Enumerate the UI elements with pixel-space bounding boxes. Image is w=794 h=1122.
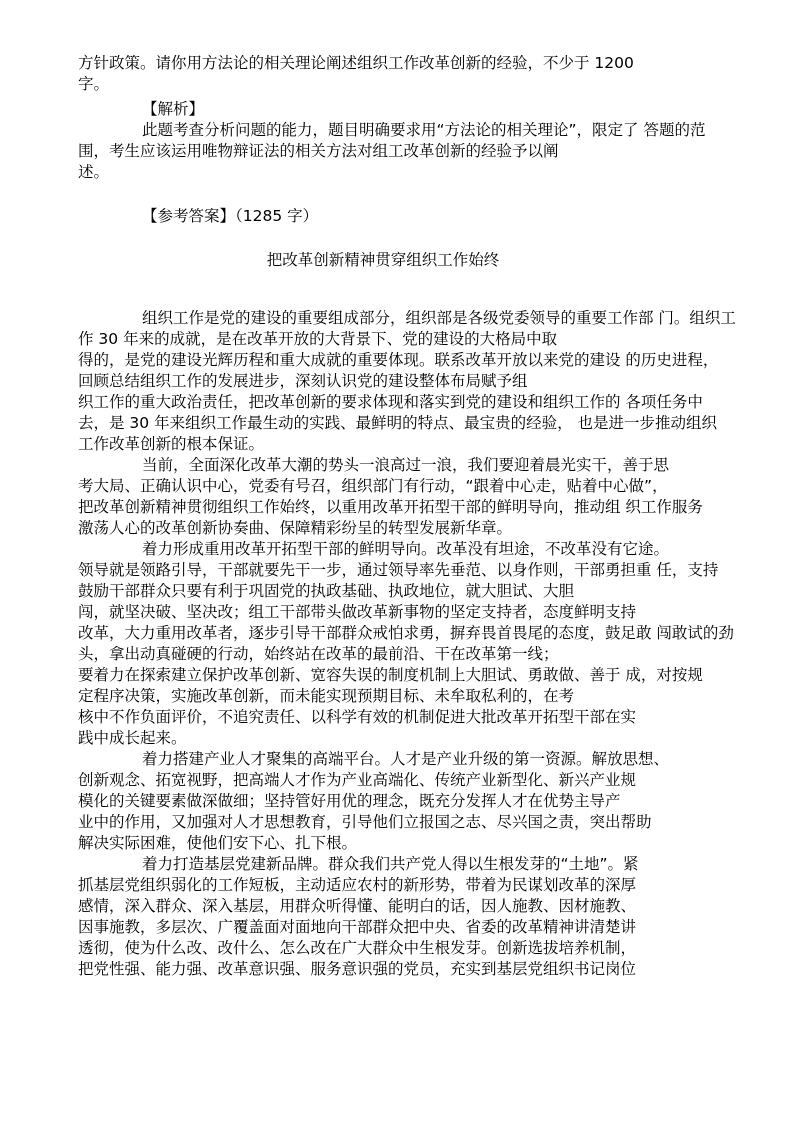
text-line: 方针政策。请你用方法论的相关理论阐述组织工作改革创新的经验，不少于 1200 xyxy=(78,54,634,72)
text-line: 当前，全面深化改革大潮的势头一浪高过一浪，我们要迎着晨光实干，善于思 xyxy=(142,456,670,474)
text-line: 把党性强、能力强、改革意识强、服务意识强的党员，充实到基层党组织书记岗位 xyxy=(78,960,637,978)
text-line: 述。 xyxy=(78,163,110,181)
text-line: 模化的关键要素做深做细；坚持管好用优的理念，既充分发挥人才在优势主导产 xyxy=(78,792,621,810)
essay-body xyxy=(78,308,736,980)
text-line: 组织工作是党的建设的重要组成部分，组织部是各级党委领导的重要工作部 门。组织工 xyxy=(142,309,736,327)
text-line: 感情，深入群众、深入基层，用群众听得懂、能明白的话，因人施教、因材施教、 xyxy=(78,897,637,915)
text-line: 闯，就坚决破、坚决改；组工干部带头做改革新事物的坚定支持者，态度鲜明支持 xyxy=(78,603,637,621)
text-line: 字。 xyxy=(78,75,110,93)
text-line: 考大局、正确认识中心，党委有号召，组织部门有行动，“跟着中心走，贴着中心做”， xyxy=(78,477,668,495)
text-line: 工作改革创新的根本保证。 xyxy=(78,435,265,453)
text-line: 核中不作负面评价，不追究责任、以科学有效的机制促进大批改革开拓型干部在实 xyxy=(78,708,637,726)
text-line: 践中成长起来。 xyxy=(78,729,187,747)
essay-paragraph xyxy=(78,539,734,749)
text-line: 因事施教，多层次、广覆盖面对面地向干部群众把中央、省委的改革精神讲清楚讲 xyxy=(78,918,637,936)
text-line: 解决实际困难，使他们安下心、扎下根。 xyxy=(78,834,358,852)
text-line: 业中的作用，又加强对人才思想教育，引导他们立报国之志、尽兴国之责，突出帮助 xyxy=(78,813,652,831)
text-line: 此题考查分析问题的能力，题目明确要求用“方法论的相关理论”，限定了 答题的范 xyxy=(142,121,706,139)
essay-paragraph xyxy=(78,854,720,980)
text-line: 回顾总结组织工作的发展进步，深刻认识党的建设整体布局赋予组 xyxy=(78,372,528,390)
text-line: 要着力在探索建立保护改革创新、宽容失误的制度机制上大胆试、勇敢做、善于 成，对按规 xyxy=(78,666,703,684)
text-line: 着力打造基层党建新品牌。群众我们共产党人得以生根发芽的“土地”。紧 xyxy=(142,855,639,873)
analysis-paragraph xyxy=(78,120,720,183)
text-line: 着力形成重用改革开拓型干部的鲜明导向。改革没有坦途，不改革没有它途。 xyxy=(142,540,670,558)
text-line: 创新观念、拓宽视野，把高端人才作为产业高端化、传统产业新型化、新兴产业规 xyxy=(78,771,637,789)
answer-heading: 【参考答案】（1285 字） xyxy=(142,207,319,225)
text-line: 围，考生应该运用唯物辩证法的相关方法对组工改革创新的经验予以阐 xyxy=(78,142,559,160)
essay-title: 把改革创新精神贯穿组织工作始终 xyxy=(266,251,500,269)
text-line: 抓基层党组织弱化的工作短板，主动适应农村的新形势，带着为民谋划改革的深厚 xyxy=(78,876,637,894)
text-line: 领导就是领路引导，干部就要先干一步，通过领导率先垂范、以身作则，干部勇担重 任，支持 xyxy=(78,561,719,579)
essay-paragraph xyxy=(78,308,736,455)
essay-paragraph xyxy=(78,455,720,539)
text-line: 定程序决策，实施改革创新，而未能实现预期目标、未牟取私利的，在考 xyxy=(78,687,575,705)
text-line: 去，是 30 年来组织工作最生动的实践、最鲜明的特点、最宝贵的经验， 也是进一步推动组织 xyxy=(78,414,718,432)
intro-paragraph xyxy=(78,53,720,95)
analysis-heading: 【解析】 xyxy=(142,100,205,118)
text-line: 头，拿出动真碰硬的行动，始终站在改革的最前沿、干在改革第一线； xyxy=(78,645,559,663)
text-line: 着力搭建产业人才聚集的高端平台。人才是产业升级的第一资源。解放思想、 xyxy=(142,750,670,768)
essay-paragraph xyxy=(78,749,720,854)
text-line: 织工作的重大政治责任，把改革创新的要求体现和落实到党的建设和组织工作的 各项任务中 xyxy=(78,393,703,411)
text-line: 激荡人心的改革创新协奏曲、保障精彩纷呈的转型发展新华章。 xyxy=(78,519,513,537)
text-line: 透彻，使为什么改、改什么、怎么改在广大群众中生根发芽。创新选拔培养机制， xyxy=(78,939,637,957)
document-content xyxy=(78,53,736,980)
text-line: 把改革创新精神贯彻组织工作始终，以重用改革开拓型干部的鲜明导向，推动组 织工作服务 xyxy=(78,498,703,516)
text-line: 鼓励干部群众只要有利于巩固党的执政基础、执政地位，就大胆试、大胆 xyxy=(78,582,575,600)
text-line: 改革，大力重用改革者，逐步引导干部群众戒怕求勇，摒弃畏首畏尾的态度，鼓足敢 闯敢试的劲 xyxy=(78,624,734,642)
text-line: 得的，是党的建设光辉历程和重大成就的重要体现。联系改革开放以来党的建设 的历史进程， xyxy=(78,351,719,369)
text-line: 作 30 年来的成就，是在改革开放的大背景下、党的建设的大格局中取 xyxy=(78,330,558,348)
